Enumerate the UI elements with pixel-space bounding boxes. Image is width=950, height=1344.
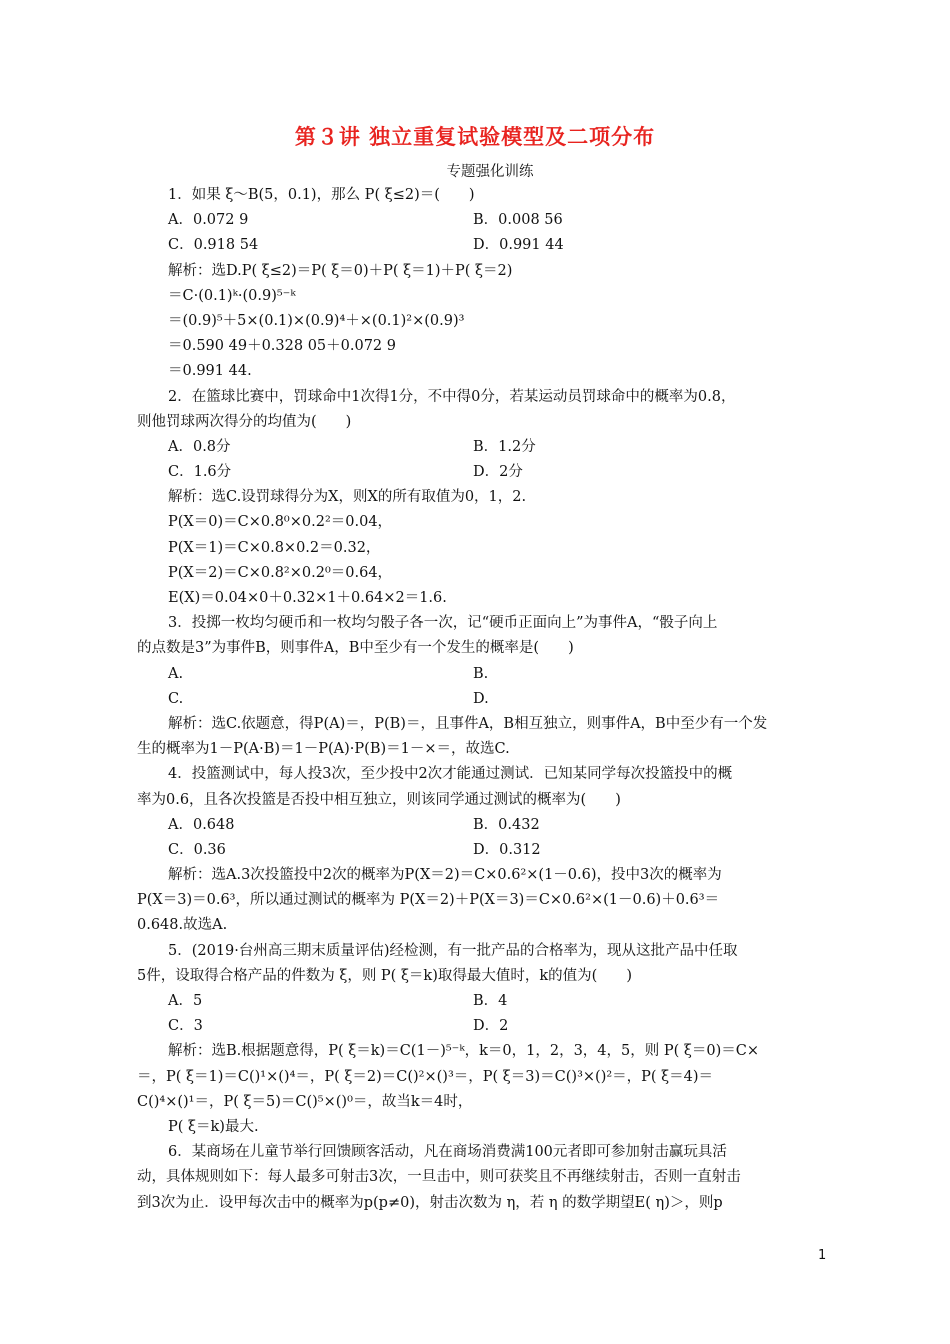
text-line: 解析：选A.3次投篮投中2次的概率为P(X＝2)＝C×0.6²×(1－0.6)，投中3次的概率为 (168, 867, 722, 884)
answer-options-row (137, 813, 817, 838)
text-line: P(X＝2)＝C×0.8²×0.2⁰＝0.64， (168, 564, 393, 581)
answer-options-row (137, 233, 817, 258)
page-subtitle: 专题强化训练 (446, 164, 534, 180)
answer-options-row (137, 460, 817, 485)
document-body (137, 183, 817, 1216)
answer-option: B. (473, 665, 489, 682)
answer-option: B．4 (473, 993, 508, 1009)
text-line: 5．(2019·台州高三期末质量评估)经检测，有一批产品的合格率为，现从这批产品中任取 (168, 942, 738, 959)
text-line: P(X＝0)＝C×0.8⁰×0.2²＝0.04， (168, 514, 393, 531)
answer-option: D．2分 (473, 464, 523, 481)
text-line: E(X)＝0.04×0＋0.32×1＋0.64×2＝1.6. (168, 590, 447, 606)
answer-option: C．0.36 (168, 841, 226, 858)
text-line: ＝0.590 49＋0.328 05＋0.072 9 (168, 338, 396, 355)
text-line: 0.648.故选A. (137, 917, 228, 934)
text-line: C()⁴×()¹＝，P( ξ＝5)＝C()⁵×()⁰＝，故当k＝4时， (137, 1093, 473, 1110)
text-line: ＝，P( ξ＝1)＝C()¹×()⁴＝，P( ξ＝2)＝C()²×()³＝，P( ξ＝3)＝C()³×()²＝，P( ξ＝4)＝ (137, 1068, 714, 1085)
text-line: 解析：选D.P( ξ≤2)＝P( ξ＝0)＋P( ξ＝1)＋P( ξ＝2) (168, 262, 513, 279)
text-line: 1．如果 ξ～B(5，0.1)，那么 P( ξ≤2)＝( ) (168, 187, 475, 203)
text-line: 3．投掷一枚均匀硬币和一枚均匀骰子各一次，记“硬币正面向上”为事件A，“骰子向上 (168, 615, 718, 632)
answer-option: D．0.312 (473, 841, 541, 858)
answer-option: D．0.991 44 (473, 237, 564, 254)
page-number: 1 (818, 1248, 827, 1263)
answer-options-row (137, 208, 817, 233)
answer-options-row (137, 662, 817, 687)
text-line: 2．在篮球比赛中，罚球命中1次得1分，不中得0分，若某运动员罚球命中的概率为0.8， (168, 388, 736, 405)
text-line: 率为0.6，且各次投篮是否投中相互独立，则该同学通过测试的概率为( ) (137, 791, 621, 808)
answer-option: A．5 (168, 993, 203, 1009)
answer-option: B．0.432 (473, 816, 540, 833)
text-line: 到3次为止．设甲每次击中的概率为p(p≠0)，射击次数为 η，若 η 的数学期望E( η)＞，则p (137, 1194, 723, 1211)
answer-option: B．0.008 56 (473, 212, 563, 229)
answer-option: C．3 (168, 1018, 203, 1035)
answer-options-row (137, 1014, 817, 1039)
answer-options-row (137, 989, 817, 1014)
answer-option: A．0.072 9 (168, 212, 249, 229)
text-line: ＝(0.9)⁵＋5×(0.1)×(0.9)⁴＋×(0.1)²×(0.9)³ (168, 312, 465, 329)
answer-option: D. (473, 690, 489, 707)
answer-option: B．1.2分 (473, 438, 536, 455)
answer-option: C. (168, 690, 184, 707)
answer-options-row (137, 687, 817, 712)
text-line: 5件，设取得合格产品的件数为 ξ，则 P( ξ＝k)取得最大值时，k的值为( ) (137, 967, 632, 984)
answer-option: D．2 (473, 1018, 509, 1035)
answer-option: A. (168, 665, 184, 682)
text-line: 动，具体规则如下：每人最多可射击3次，一旦击中，则可获奖且不再继续射击，否则一直射击 (137, 1169, 741, 1186)
answer-options-row (137, 435, 817, 460)
text-line: P(X＝3)＝0.6³，所以通过测试的概率为 P(X＝2)＋P(X＝3)＝C×0.6²×(1－0.6)＋0.6³＝ (137, 892, 720, 909)
answer-option: C．1.6分 (168, 464, 232, 481)
page-title: 第３讲 独立重复试验模型及二项分布 (294, 125, 656, 149)
answer-options-row (137, 838, 817, 863)
answer-option: A．0.648 (168, 816, 235, 833)
answer-option: A．0.8分 (168, 438, 231, 455)
text-line: ＝0.991 44. (168, 363, 252, 380)
text-line: 6．某商场在儿童节举行回馈顾客活动，凡在商场消费满100元者即可参加射击赢玩具活 (168, 1144, 727, 1161)
text-line: 生的概率为1－P(A·B)＝1－P(A)·P(B)＝1－×＝，故选C. (137, 741, 510, 758)
text-line: ＝C·(0.1)ᵏ·(0.9)⁵⁻ᵏ (168, 287, 296, 304)
text-line: P( ξ＝k)最大. (168, 1118, 259, 1135)
text-line: 解析：选C.设罚球得分为X，则X的所有取值为0，1，2. (168, 489, 527, 506)
text-line: 的点数是3”为事件B，则事件A，B中至少有一个发生的概率是( ) (137, 640, 574, 657)
text-line: 解析：选C.依题意，得P(A)＝，P(B)＝，且事件A，B相互独立，则事件A，B中至少有一个发 (168, 715, 768, 732)
answer-option: C．0.918 54 (168, 237, 259, 254)
text-line: P(X＝1)＝C×0.8×0.2＝0.32， (168, 539, 381, 556)
text-line: 解析：选B.根据题意得，P( ξ＝k)＝C(1－)⁵⁻ᵏ，k＝0，1，2，3，4，5，则 P( ξ＝0)＝C× (168, 1043, 759, 1060)
text-line: 4．投篮测试中，每人投3次，至少投中2次才能通过测试．已知某同学每次投篮投中的概 (168, 766, 733, 783)
text-line: 则他罚球两次得分的均值为( ) (137, 413, 352, 430)
